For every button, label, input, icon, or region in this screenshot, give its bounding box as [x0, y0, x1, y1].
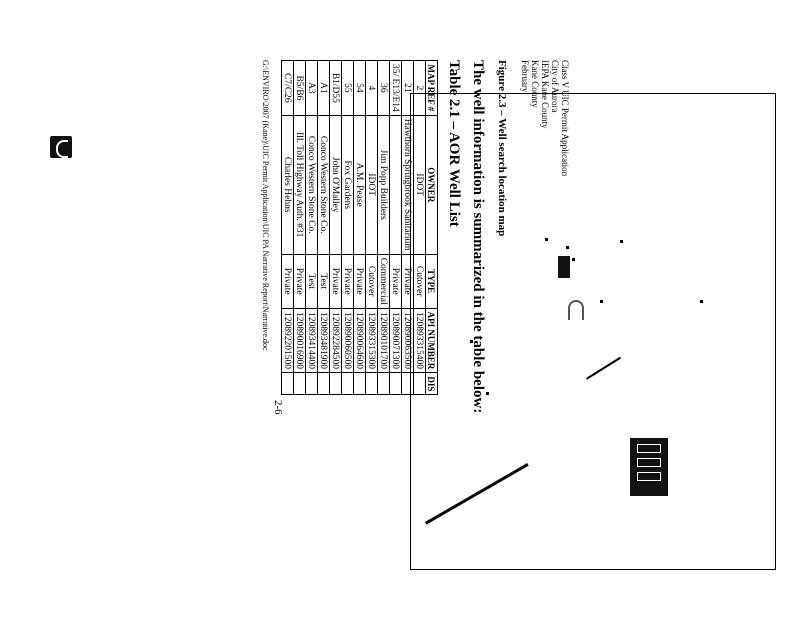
- column-header: API NUMBER: [426, 308, 438, 373]
- table-cell: A3: [306, 61, 318, 116]
- table-row: [378, 61, 390, 395]
- document-sheet: [230, 60, 570, 600]
- table-cell: 120892284500: [330, 308, 342, 373]
- header-line: Class V UIC Permit Application: [560, 60, 570, 177]
- table-row: [318, 61, 330, 395]
- header-black-bar: [558, 256, 570, 278]
- table-cell: 120890060500: [342, 308, 354, 373]
- table-cell: 120890101700: [378, 308, 390, 373]
- table-cell: Test: [306, 254, 318, 308]
- summary-paragraph: The well information is summarized in the table below:: [470, 60, 486, 414]
- table-row: [414, 61, 426, 395]
- table-cell: Cutover: [414, 254, 426, 308]
- page-number: 2-6: [272, 400, 284, 415]
- table-cell: C7/C26: [282, 61, 294, 116]
- table-cell: 120893414400: [306, 308, 318, 373]
- table-row: [306, 61, 318, 395]
- map-marker: [700, 300, 703, 303]
- table-cell: Charles Hehns: [282, 115, 294, 254]
- table-cell: Private: [330, 254, 342, 308]
- table-cell: Private: [294, 254, 306, 308]
- table-row: [354, 61, 366, 395]
- table-cell: Private: [342, 254, 354, 308]
- table-title: Table 2.1 – AOR Well List: [446, 60, 462, 227]
- table-cell: Private: [354, 254, 366, 308]
- header-line: Kane County: [530, 60, 540, 108]
- column-header: MAP REF #: [426, 61, 438, 116]
- table-cell: Test: [318, 254, 330, 308]
- pencil-mark-icon: [568, 300, 584, 320]
- table-cell: 120893481900: [318, 308, 330, 373]
- table-cell: [330, 373, 342, 395]
- table-cell: Private: [390, 254, 402, 308]
- map-legend-block: [630, 438, 668, 496]
- table-cell: [402, 373, 414, 395]
- table-cell: Private: [282, 254, 294, 308]
- header-line: City of Aurora: [550, 60, 560, 113]
- table-cell: [318, 373, 330, 395]
- header-line: February: [520, 60, 530, 93]
- table-cell: B5/B6: [294, 61, 306, 116]
- table-cell: [414, 373, 426, 395]
- figure-caption: Figure 2.3 – Well search location map: [496, 60, 508, 237]
- table-row: [342, 61, 354, 395]
- table-cell: Private: [402, 254, 414, 308]
- table-row: [390, 61, 402, 395]
- table-cell: 54: [354, 61, 366, 116]
- table-cell: Fox Gardens: [342, 115, 354, 254]
- column-header: DIS: [426, 373, 438, 395]
- table-cell: [294, 373, 306, 395]
- table-cell: IDOT: [366, 115, 378, 254]
- table-cell: 120890064600: [354, 308, 366, 373]
- column-header: OWNER: [426, 115, 438, 254]
- table-cell: 36: [378, 61, 390, 116]
- table-row: [294, 61, 306, 395]
- table-cell: Conco Western Stone Co.: [318, 115, 330, 254]
- table-cell: [354, 373, 366, 395]
- table-cell: 55: [342, 61, 354, 116]
- table-row: [330, 61, 342, 395]
- table-cell: A.M. Pease: [354, 115, 366, 254]
- table-cell: [390, 115, 402, 254]
- table-cell: Cutover: [366, 254, 378, 308]
- table-cell: John O'Malley: [330, 115, 342, 254]
- table-cell: [378, 373, 390, 395]
- table-cell: [390, 373, 402, 395]
- map-marker: [572, 258, 575, 261]
- table-cell: 120890016900: [294, 308, 306, 373]
- table-cell: [342, 373, 354, 395]
- table-row: [282, 61, 294, 395]
- table-cell: [366, 373, 378, 395]
- table-cell: 120893315400: [414, 308, 426, 373]
- map-marker: [620, 240, 623, 243]
- map-marker: [600, 300, 603, 303]
- table-cell: Hawthorn Springbrook Sanitarium: [402, 115, 414, 254]
- table-row: [402, 61, 414, 395]
- table-row: [366, 61, 378, 395]
- table-cell: 35/ E13/E14: [390, 61, 402, 116]
- table-cell: 2: [414, 61, 426, 116]
- table-cell: 21: [402, 61, 414, 116]
- table-cell: [306, 373, 318, 395]
- table-cell: Conco Western Stone Co.: [306, 115, 318, 254]
- logo-icon: [50, 136, 72, 158]
- aor-well-table: [281, 60, 438, 395]
- table-cell: B1/D55: [330, 61, 342, 116]
- table-cell: 120890063500: [402, 308, 414, 373]
- table-cell: 120890071300: [390, 308, 402, 373]
- table-cell: 120893315300: [366, 308, 378, 373]
- table-cell: Commercial: [378, 254, 390, 308]
- header-line: IEPA Kane County: [540, 60, 550, 129]
- table-cell: IDOT: [414, 115, 426, 254]
- table-cell: A1: [318, 61, 330, 116]
- file-path-footer: G:\ENVIRO\2007 (Kane)\UIC Permit Application\UIC PA Narrative Report\Narrative.doc: [261, 60, 270, 351]
- table-cell: [282, 373, 294, 395]
- table-cell: Ill. Toll Highway Auth. #31: [294, 115, 306, 254]
- table-cell: Jim Popp Builders: [378, 115, 390, 254]
- column-header: TYPE: [426, 254, 438, 308]
- table-header-row: [426, 61, 438, 395]
- table-cell: 4: [366, 61, 378, 116]
- table-cell: 120892201500: [282, 308, 294, 373]
